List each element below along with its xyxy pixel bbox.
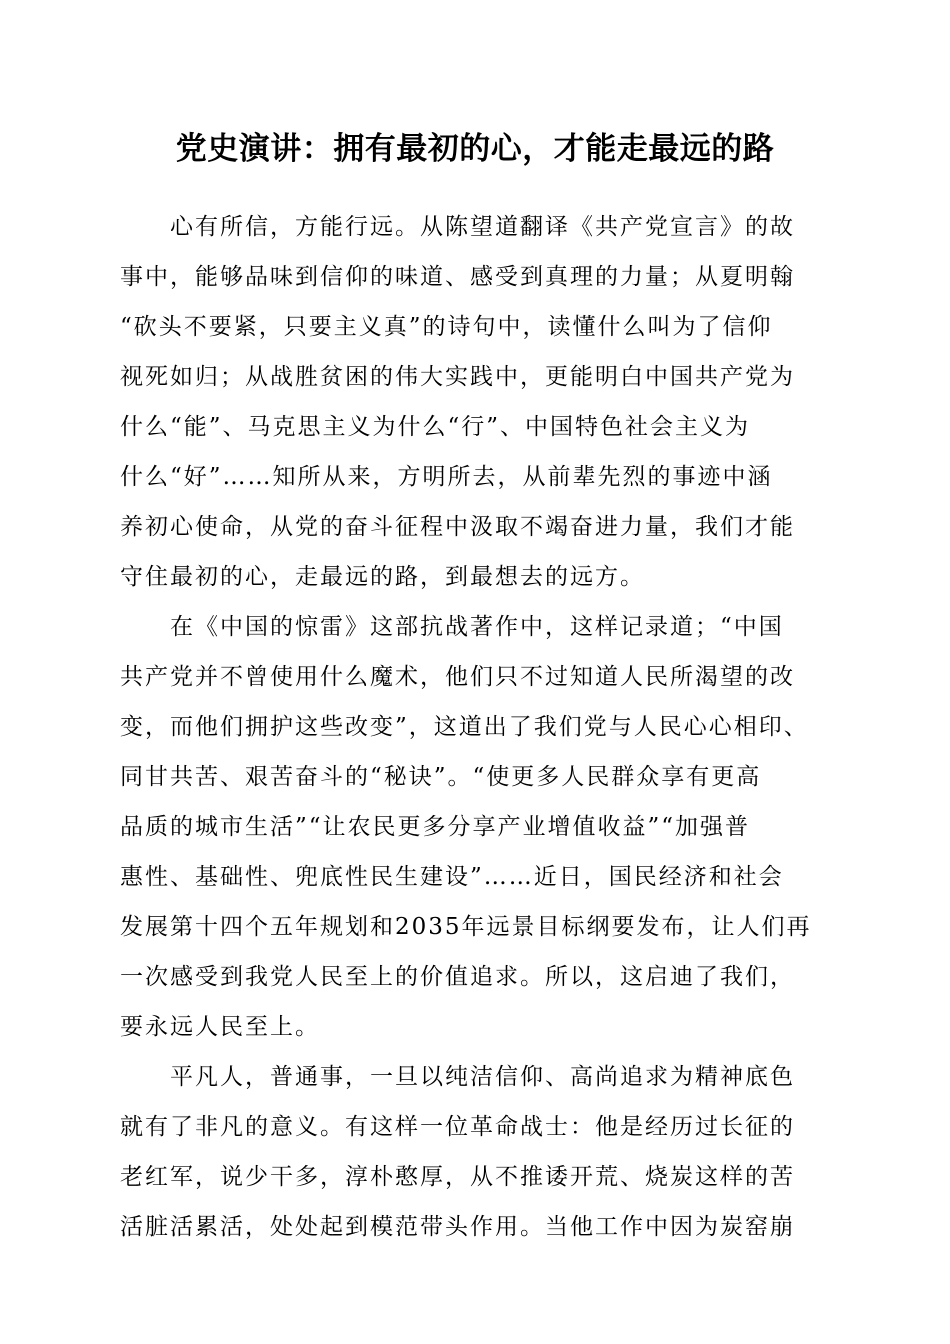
text-line: “砍头不要紧，只要主义真”的诗句中，读懂什么叫为了信仰 bbox=[120, 314, 773, 340]
document-body bbox=[120, 202, 832, 1252]
text-line: 在《中国的惊雷》这部抗战著作中，这样记录道；“中国 bbox=[170, 614, 784, 640]
paragraph-1 bbox=[120, 202, 832, 602]
paragraph-2 bbox=[120, 602, 832, 1052]
text-line: 共产党并不曾使用什么魔术，他们只不过知道人民所渴望的改 bbox=[120, 664, 795, 690]
text-line: 事中，能够品味到信仰的味道、感受到真理的力量；从夏明翰 bbox=[120, 264, 795, 290]
text-line: 什么“能”、马克思主义为什么“行”、中国特色社会主义为 bbox=[120, 414, 751, 440]
document-title: 党史演讲：拥有最初的心，才能走最远的路 bbox=[175, 131, 775, 167]
text-line: 一次感受到我党人民至上的价值追求。所以，这启迪了我们， bbox=[120, 964, 795, 990]
text-line: 什么“好”……知所从来，方明所去，从前辈先烈的事迹中涵 bbox=[120, 464, 773, 490]
text-line: 老红军，说少干多，淳朴憨厚，从不推诿开荒、烧炭这样的苦 bbox=[120, 1164, 795, 1190]
text-line: 发展第十四个五年规划和2035年远景目标纲要发布，让人们再 bbox=[120, 914, 812, 940]
text-line: 惠性、基础性、兜底性民生建设”……近日，国民经济和社会 bbox=[120, 864, 784, 890]
text-line: 要永远人民至上。 bbox=[120, 1014, 320, 1040]
text-line: 养初心使命，从党的奋斗征程中汲取不竭奋进力量，我们才能 bbox=[120, 514, 795, 540]
paragraph-3 bbox=[120, 1052, 832, 1252]
text-line: 品质的城市生活”“让农民更多分享产业增值收益”“加强普 bbox=[120, 814, 751, 840]
text-line: 变，而他们拥护这些改变”，这道出了我们党与人民心心相印、 bbox=[120, 714, 809, 740]
text-line: 就有了非凡的意义。有这样一位革命战士：他是经历过长征的 bbox=[120, 1114, 795, 1140]
text-line: 平凡人，普通事，一旦以纯洁信仰、高尚追求为精神底色 bbox=[170, 1064, 795, 1090]
text-line: 守住最初的心，走最远的路，到最想去的远方。 bbox=[120, 564, 645, 590]
text-line: 视死如归；从战胜贫困的伟大实践中，更能明白中国共产党为 bbox=[120, 364, 795, 390]
text-line: 心有所信，方能行远。从陈望道翻译《共产党宣言》的故 bbox=[170, 214, 795, 240]
text-line: 同甘共苦、艰苦奋斗的“秘诀”。“使更多人民群众享有更高 bbox=[120, 764, 762, 790]
text-line: 活脏活累活，处处起到模范带头作用。当他工作中因为炭窑崩 bbox=[120, 1214, 795, 1240]
